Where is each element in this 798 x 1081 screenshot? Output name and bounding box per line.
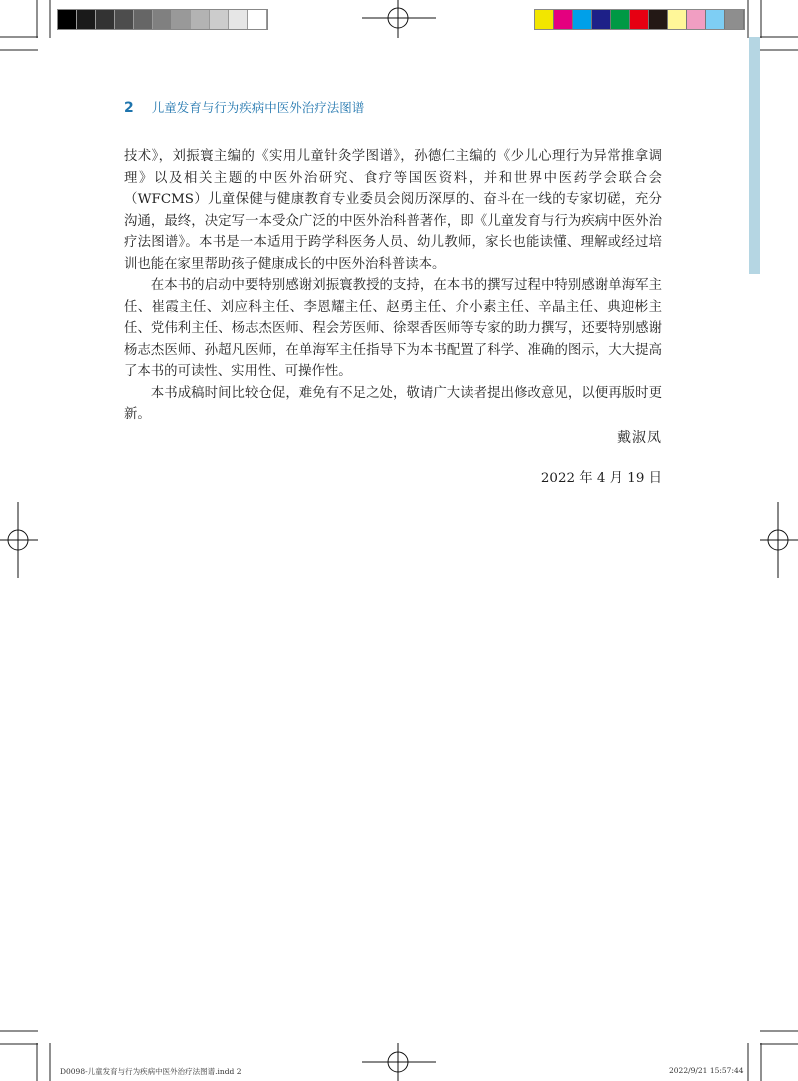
color-patch — [592, 10, 611, 29]
color-patch — [611, 10, 630, 29]
author-signature: 戴淑凤 — [617, 430, 662, 446]
slug-timestamp: 2022/9/21 15:57:44 — [669, 1066, 744, 1075]
gray-patch — [248, 10, 267, 29]
preface-date: 2022 年 4 月 19 日 — [540, 471, 662, 486]
gray-patch — [153, 10, 172, 29]
grayscale-color-bar — [57, 9, 268, 30]
color-patch — [554, 10, 573, 29]
chapter-side-tab — [749, 37, 760, 274]
process-color-bar — [534, 9, 745, 30]
color-patch — [725, 10, 744, 29]
paragraph: 在本书的启动中要特别感谢刘振寰教授的支持，在本书的撰写过程中特别感谢单海军主任、崔霞主任、刘应科主任、李恩耀主任、赵勇主任、介小素主任、辛晶主任、典迎彬主任、党伟利主任、杨志杰医师、程会芳医师、徐翠香医师等专家的助力撰写，还要特别感谢杨志杰医师、孙超凡医师，在单海军主任指导下为本书配置了科学、准确的图示，大大提高了本书的可读性、实用性、可操作性。 — [124, 278, 662, 379]
gray-patch — [58, 10, 77, 29]
gray-patch — [229, 10, 248, 29]
color-patch — [535, 10, 554, 29]
body-text — [124, 146, 662, 426]
running-header — [124, 98, 364, 116]
paragraph: 技术》，刘振寰主编的《实用儿童针灸学图谱》，孙德仁主编的《少儿心理行为异常推拿调理》以及相关主题的中医外治研究、食疗等国医资料，并和世界中医药学会联合会（WFCMS）儿童保健与健康教育专业委员会阅历深厚的、奋斗在一线的专家切磋，充分沟通，最终，决定写一本受众广泛的中医外治科普著作，即《儿童发育与行为疾病中医外治疗法图谱》。本书是一本适用于跨学科医务人员、幼儿教师，家长也能读懂、理解或经过培训也能在家里帮助孩子健康成长的中医外治科普读本。 — [124, 149, 662, 272]
color-patch — [630, 10, 649, 29]
paragraph: 本书成稿时间比较仓促，难免有不足之处，敬请广大读者提出修改意见，以便再版时更新。 — [124, 385, 662, 422]
gray-patch — [115, 10, 134, 29]
gray-patch — [191, 10, 210, 29]
color-patch — [687, 10, 706, 29]
page-number: 2 — [124, 100, 134, 116]
gray-patch — [77, 10, 96, 29]
color-patch — [573, 10, 592, 29]
gray-patch — [134, 10, 153, 29]
gray-patch — [96, 10, 115, 29]
color-patch — [668, 10, 687, 29]
color-patch — [706, 10, 725, 29]
slug-file-info: D0098-儿童发育与行为疾病中医外治疗法图谱.indd 2 — [60, 1067, 242, 1076]
book-title: 儿童发育与行为疾病中医外治疗法图谱 — [151, 100, 365, 115]
color-patch — [649, 10, 668, 29]
gray-patch — [172, 10, 191, 29]
gray-patch — [210, 10, 229, 29]
